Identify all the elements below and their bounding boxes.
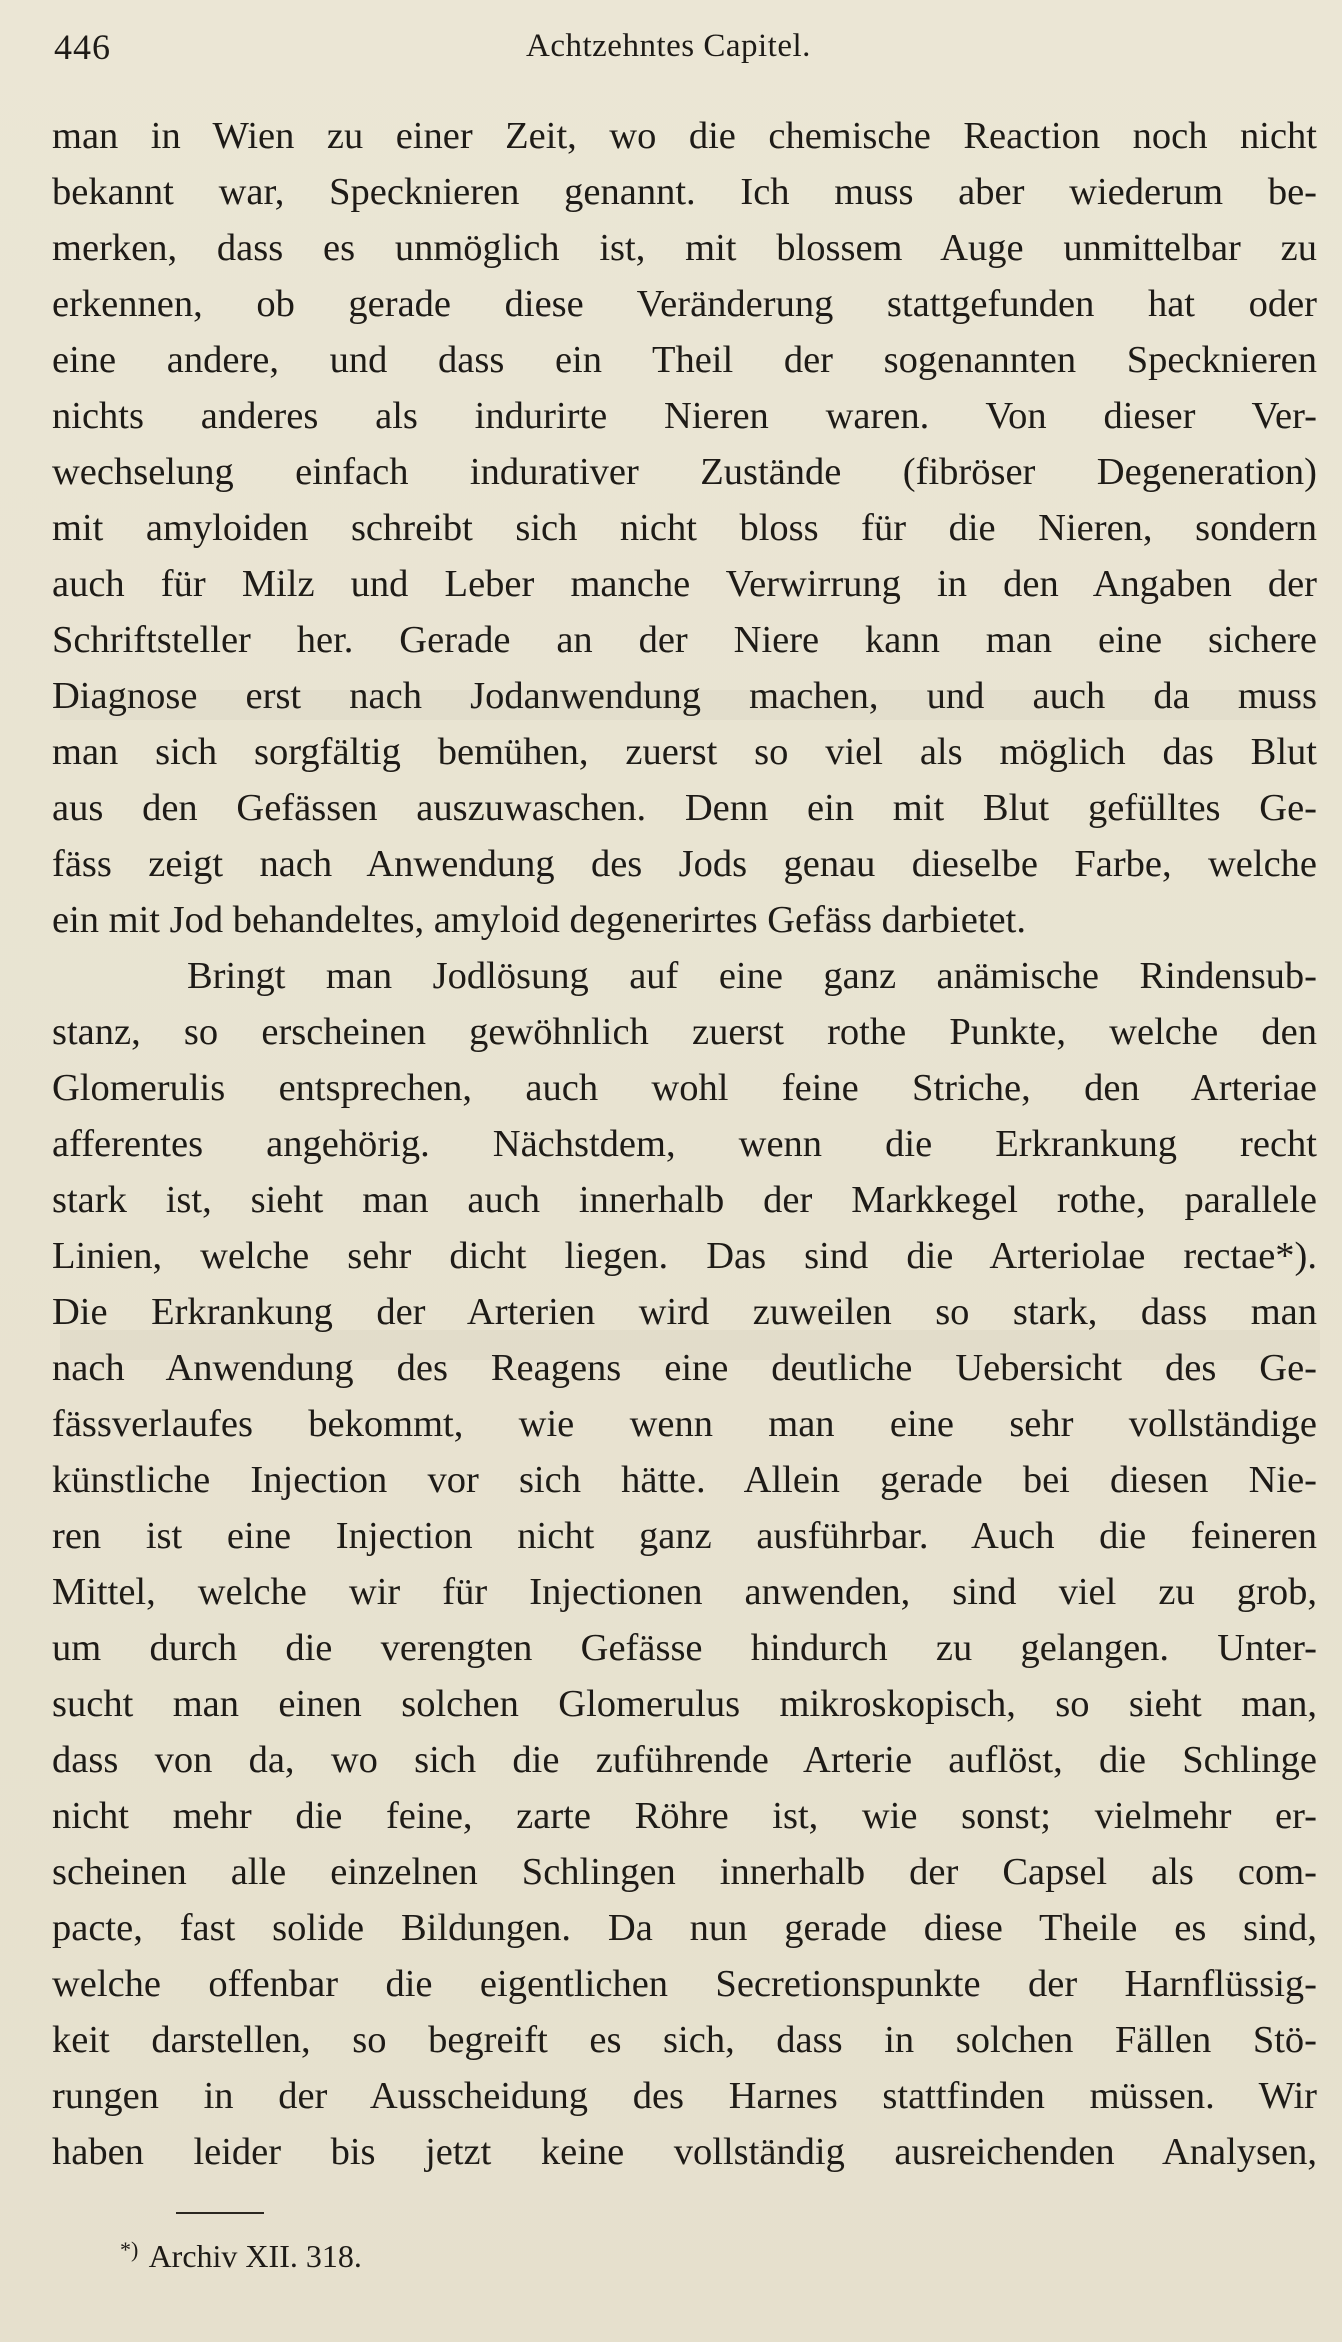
text-line: pacte, fast solide Bildungen. Da nun gerade diese Theile es sind,	[52, 1907, 1317, 1949]
text-line: wechselung einfach indurativer Zustände (fibröser Degeneration)	[52, 451, 1317, 493]
text-line: Diagnose erst nach Jodanwendung machen, und auch da muss	[52, 675, 1317, 717]
text-line: merken, dass es unmöglich ist, mit blossem Auge unmittelbar zu	[52, 227, 1317, 269]
text-line: nichts anderes als indurirte Nieren waren. Von dieser Ver-	[52, 395, 1317, 437]
text-line: man sich sorgfältig bemühen, zuerst so viel als möglich das Blut	[52, 731, 1317, 773]
text-line: ren ist eine Injection nicht ganz ausführbar. Auch die feineren	[52, 1515, 1317, 1557]
text-line: künstliche Injection vor sich hätte. Allein gerade bei diesen Nie-	[52, 1459, 1317, 1501]
text-line: fässverlaufes bekommt, wie wenn man eine sehr vollständige	[52, 1403, 1317, 1445]
running-title: Achtzehntes Capitel.	[526, 28, 811, 64]
footnote-text: Archiv XII. 318.	[148, 2238, 362, 2274]
footnote-marker: *)	[120, 2237, 139, 2262]
text-line: rungen in der Ausscheidung des Harnes stattfinden müssen. Wir	[52, 2075, 1317, 2117]
text-line: Schriftsteller her. Gerade an der Niere kann man eine sichere	[52, 619, 1317, 661]
text-line: mit amyloiden schreibt sich nicht bloss für die Nieren, sondern	[52, 507, 1317, 549]
text-line: haben leider bis jetzt keine vollständig ausreichenden Analysen,	[52, 2131, 1317, 2173]
text-line: um durch die verengten Gefässe hindurch zu gelangen. Unter-	[52, 1627, 1317, 1669]
text-line: stanz, so erscheinen gewöhnlich zuerst rothe Punkte, welche den	[52, 1011, 1317, 1053]
text-line: keit darstellen, so begreift es sich, dass in solchen Fällen Stö-	[52, 2019, 1317, 2061]
footnote-rule	[176, 2212, 264, 2214]
text-line: dass von da, wo sich die zuführende Arterie auflöst, die Schlinge	[52, 1739, 1317, 1781]
footnote	[120, 2228, 362, 2278]
text-line: Linien, welche sehr dicht liegen. Das sind die Arteriolae rectae*).	[52, 1235, 1317, 1277]
page-number: 446	[54, 27, 111, 67]
text-line: auch für Milz und Leber manche Verwirrung in den Angaben der	[52, 563, 1317, 605]
text-line: sucht man einen solchen Glomerulus mikroskopisch, so sieht man,	[52, 1683, 1317, 1725]
text-line: scheinen alle einzelnen Schlingen innerhalb der Capsel als com-	[52, 1851, 1317, 1893]
text-line: man in Wien zu einer Zeit, wo die chemische Reaction noch nicht	[52, 115, 1317, 157]
paragraph-first-line: Bringt man Jodlösung auf eine ganz anämische Rindensub-	[187, 955, 1317, 997]
text-line: Glomerulis entsprechen, auch wohl feine Striche, den Arteriae	[52, 1067, 1317, 1109]
text-line: Mittel, welche wir für Injectionen anwenden, sind viel zu grob,	[52, 1571, 1317, 1613]
text-line: Die Erkrankung der Arterien wird zuweilen so stark, dass man	[52, 1291, 1317, 1333]
text-line: erkennen, ob gerade diese Veränderung stattgefunden hat oder	[52, 283, 1317, 325]
text-line: ein mit Jod behandeltes, amyloid degenerirtes Gefäss darbietet.	[52, 899, 1026, 941]
text-line: stark ist, sieht man auch innerhalb der Markkegel rothe, parallele	[52, 1179, 1317, 1221]
body-text	[52, 108, 1317, 2180]
text-line: nach Anwendung des Reagens eine deutliche Uebersicht des Ge-	[52, 1347, 1317, 1389]
text-line: bekannt war, Specknieren genannt. Ich muss aber wiederum be-	[52, 171, 1317, 213]
text-line: welche offenbar die eigentlichen Secretionspunkte der Harnflüssig-	[52, 1963, 1317, 2005]
text-line: nicht mehr die feine, zarte Röhre ist, wie sonst; vielmehr er-	[52, 1795, 1317, 1837]
text-line: afferentes angehörig. Nächstdem, wenn die Erkrankung recht	[52, 1123, 1317, 1165]
text-line: fäss zeigt nach Anwendung des Jods genau dieselbe Farbe, welche	[52, 843, 1317, 885]
page-header	[50, 22, 1315, 72]
text-line: eine andere, und dass ein Theil der sogenannten Specknieren	[52, 339, 1317, 381]
text-line: aus den Gefässen auszuwaschen. Denn ein mit Blut gefülltes Ge-	[52, 787, 1317, 829]
